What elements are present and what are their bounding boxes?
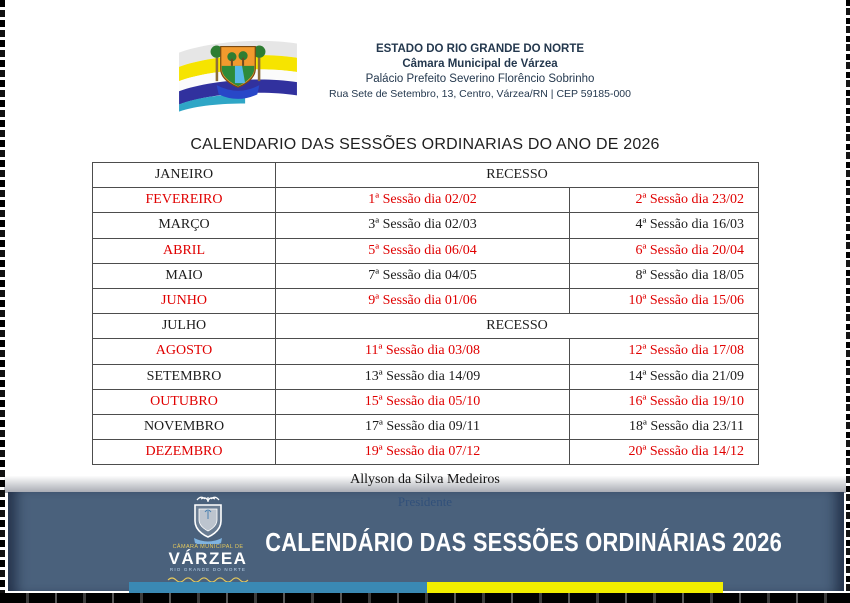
table-row (93, 163, 759, 188)
recess-cell: RECESSO (276, 163, 759, 188)
month-cell: MAIO (93, 263, 276, 288)
scan-edge-bottom (0, 593, 850, 603)
recess-cell: RECESSO (276, 314, 759, 339)
session-cell: 9ª Sessão dia 01/06 (276, 288, 570, 313)
month-cell: ABRIL (93, 238, 276, 263)
varzea-flag-logo (176, 34, 300, 114)
palace-name: Palácio Prefeito Severino Florêncio Sobrinho (365, 73, 595, 85)
session-cell: 8ª Sessão dia 18/05 (570, 263, 759, 288)
month-cell: JUNHO (93, 288, 276, 313)
document-title: CALENDARIO DAS SESSÕES ORDINARIAS DO ANO DE 2026 (190, 136, 660, 153)
session-cell: 20ª Sessão dia 14/12 (570, 440, 759, 465)
month-cell: SETEMBRO (93, 364, 276, 389)
month-cell: AGOSTO (93, 339, 276, 364)
scan-edge-right (846, 0, 850, 603)
month-cell: NOVEMBRO (93, 414, 276, 439)
session-cell: 12ª Sessão dia 17/08 (570, 339, 759, 364)
table-row (93, 364, 759, 389)
session-cell: 16ª Sessão dia 19/10 (570, 389, 759, 414)
table-row (93, 188, 759, 213)
table-row (93, 389, 759, 414)
month-cell: JANEIRO (93, 163, 276, 188)
session-cell: 1ª Sessão dia 02/02 (276, 188, 570, 213)
session-cell: 17ª Sessão dia 09/11 (276, 414, 570, 439)
session-cell: 4ª Sessão dia 16/03 (570, 213, 759, 238)
session-cell: 15ª Sessão dia 05/10 (276, 389, 570, 414)
month-cell: OUTUBRO (93, 389, 276, 414)
table-row (93, 238, 759, 263)
footer-logo-state-label: RIO GRANDE DO NORTE (169, 567, 247, 572)
footer-crest-icon (185, 496, 231, 544)
footer-logo (153, 496, 263, 583)
footer-logo-municipality: VÁRZEA (168, 549, 248, 568)
state-name: ESTADO DO RIO GRANDE DO NORTE (375, 43, 585, 55)
session-cell: 6ª Sessão dia 20/04 (570, 238, 759, 263)
chamber-name: Câmara Municipal de Várzea (402, 58, 558, 70)
session-cell: 19ª Sessão dia 07/12 (276, 440, 570, 465)
president-role: Presidente (397, 494, 453, 509)
session-cell: 18ª Sessão dia 23/11 (570, 414, 759, 439)
table-row (93, 440, 759, 465)
session-cell: 13ª Sessão dia 14/09 (276, 364, 570, 389)
session-cell: 2ª Sessão dia 23/02 (570, 188, 759, 213)
address-line: Rua Sete de Setembro, 13, Centro, Várzea/RN | CEP 59185-000 (329, 88, 631, 100)
table-row (93, 288, 759, 313)
president-name: Allyson da Silva Medeiros (350, 472, 500, 487)
session-cell: 11ª Sessão dia 03/08 (276, 339, 570, 364)
session-cell: 3ª Sessão dia 02/03 (276, 213, 570, 238)
session-cell: 5ª Sessão dia 06/04 (276, 238, 570, 263)
session-cell: 7ª Sessão dia 04/05 (276, 263, 570, 288)
letterhead (300, 42, 660, 102)
month-cell: MARÇO (93, 213, 276, 238)
table-row (93, 314, 759, 339)
sessions-calendar-table (92, 162, 759, 465)
table-row (93, 339, 759, 364)
table-row (93, 213, 759, 238)
month-cell: DEZEMBRO (93, 440, 276, 465)
month-cell: FEVEREIRO (93, 188, 276, 213)
scan-edge-left (0, 0, 5, 603)
month-cell: JULHO (93, 314, 276, 339)
session-cell: 14ª Sessão dia 21/09 (570, 364, 759, 389)
table-row (93, 263, 759, 288)
footer-logo-top-label: CÂMARA MUNICIPAL DE (172, 544, 244, 550)
table-row (93, 414, 759, 439)
footer-banner-title: CALENDÁRIO DAS SESSÕES ORDINÁRIAS 2026 (265, 527, 783, 557)
session-cell: 10ª Sessão dia 15/06 (570, 288, 759, 313)
